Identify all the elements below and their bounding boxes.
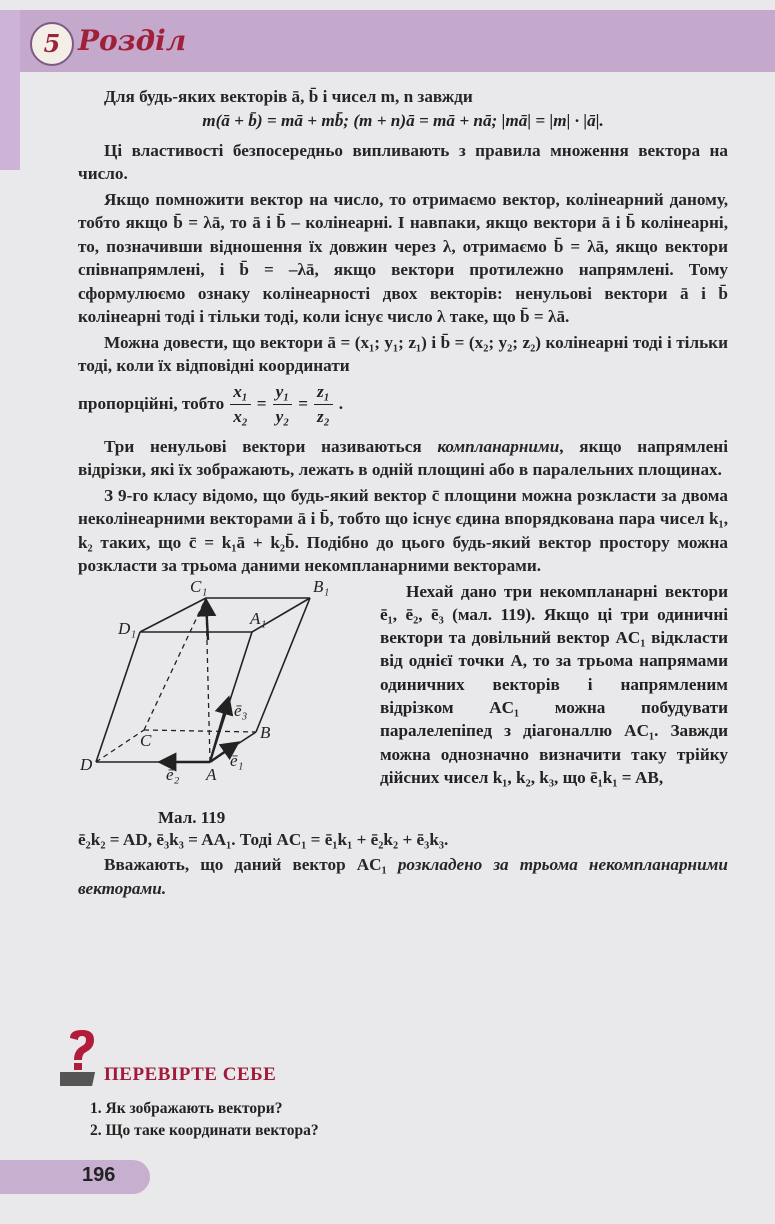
collinearity-text-b: ненульові вектори ā і b̄ колінеарні тоді і тільки тоді, коли існує число λ таке, що b̄ = λā. [78,283,728,326]
chapter-number-badge: 5 [30,22,74,66]
proportion-lead: пропорційні, тобто [78,394,225,413]
edge-cb-hidden [144,730,256,732]
fraction-z-den: z₂ [317,406,330,426]
question-item: 1. Як зображають вектори? [90,1100,283,1117]
label-b: B [260,722,271,742]
label-d: D [80,754,93,774]
edge-dc-hidden [96,730,144,762]
collinearity-term: ознаку колінеарності двох векторів: [197,283,503,303]
edge-dd1 [96,632,140,762]
conclusion-text-a: Вважають, що даний вектор AC₁ [104,855,398,874]
label-a: A [206,764,217,784]
fraction-z [314,380,333,429]
collinearity-text-a: Якщо помножити вектор на число, то отримаємо вектор, колінеарний даному, тобто якщо b̄ = λā, то ā і b̄ – колінеарні. І навпаки, якщо вектори ā і b̄ колінеарні, то, позначивши відношення їх довжин через λ, отримаємо b̄ = λā, якщо вектори співнапрямлені, і b̄ = –λā, якщо вектори протилежно напрямлені. Тому сформулюємо [78,189,728,303]
section-title: Розділ [78,24,187,57]
paragraph-intro: Для будь-яких векторів ā, b̄ і чисел m, n завжди [104,87,473,106]
question-list [90,1098,319,1142]
proportion-formula: пропорційні, тобто $\frac{\text{x₁}}{\text{x₂}}$ = $\frac{\text{y₁}}{\text{y₂}}$ = $\frac{\text{z₁}}{\text{z₂}}$ . [78,380,728,429]
label-e3: ē₃ [234,700,248,720]
header-left-strip [0,10,20,170]
paragraph-decomposition-result: ē₂k₂ = AD, ē₃k₃ = AA₁. Тоді AC₁ = ē₁k₁ + ē₂k₂ + ē₃k₃. [78,829,449,849]
conclusion-term: розкладено за трьома некомпланарними векторами. [78,855,728,898]
main-content [78,85,728,902]
label-a1: A₁ [250,608,267,628]
fraction-y-den: y₂ [275,406,290,426]
coplanar-term: компланарними [437,436,560,456]
label-e2: ē₂ [166,764,180,784]
formula-vector-properties: m(ā + b̄) = mā + mb̄; (m + n)ā = mā + nā; |mā| = |m| · |ā|. [202,110,604,130]
paragraph-collinearity [78,188,728,329]
fraction-y [273,380,293,429]
fraction-y-num: y₁ [273,380,293,405]
paragraph-properties: Ці властивості безпосередньо випливають з правила множення вектора на число. [78,140,728,183]
fraction-z-num: z₁ [314,380,333,405]
coplanar-text-b: , якщо напрямлені відрізки, які їх зображають, лежать в одній площині або в паралельних площинах. [78,436,728,479]
page-number: 196 [82,1164,116,1186]
coplanar-text-a: Три ненульові вектори називаються [104,436,438,456]
paragraph-decomposition: З 9-го класу відомо, що будь-який вектор c̄ площини можна розкласти за двома неколінеарними векторами ā і b̄, тобто що існує єдина впорядкована пара чисел k₁, k₂ таких, що c̄ = k₁ā + k₂b̄. Подібно до цього будь-який вектор простору можна розкласти за трьома даними некомпланарними векторами. [78,485,728,575]
question-icon [60,1030,106,1090]
parallelepiped-figure [78,580,348,830]
fraction-x-den: x₂ [233,406,248,426]
fraction-x [230,380,251,429]
footer-band [0,1160,150,1194]
edge-cc1-hidden [144,598,206,730]
edge-d1c1 [140,598,206,632]
paragraph-figure-side: Нехай дано три некомпланарні вектори ē₁, ē₂, ē₃ (мал. 119). Якщо ці три одиничні вектори та довільний вектор AC₁ відкласти від однієї точки A, то за трьома напрямами одиничних векторів і напрямленим відрізком AC₁ можна побудувати паралелепіпед з діагоналлю AC₁. Завжди можна однозначно визначити таку трійку дійсних чисел k₁, k₂, k₃, що ē₁k₁ = AB, [380,581,728,787]
paragraph-coordinates: Можна довести, що вектори ā = (x₁; y₁; z₁) і b̄ = (x₂; y₂; z₂) колінеарні тоді і тільки тоді, коли їх відповідні координати [78,332,728,375]
fraction-x-num: x₁ [230,380,251,405]
label-e1: ē₁ [230,750,244,770]
paragraph-coplanar [78,435,728,482]
question-item: 2. Що таке координати вектора? [90,1122,319,1139]
figure-caption: Мал. 119 [158,807,226,827]
self-check-title: ПЕРЕВІРТЕ СЕБЕ [104,1064,277,1085]
label-c: C [140,730,152,750]
label-d1: D₁ [118,618,137,638]
figure-section [78,580,728,828]
label-b1: B₁ [313,579,330,596]
label-c1: C₁ [190,579,208,596]
paragraph-conclusion [78,853,728,900]
